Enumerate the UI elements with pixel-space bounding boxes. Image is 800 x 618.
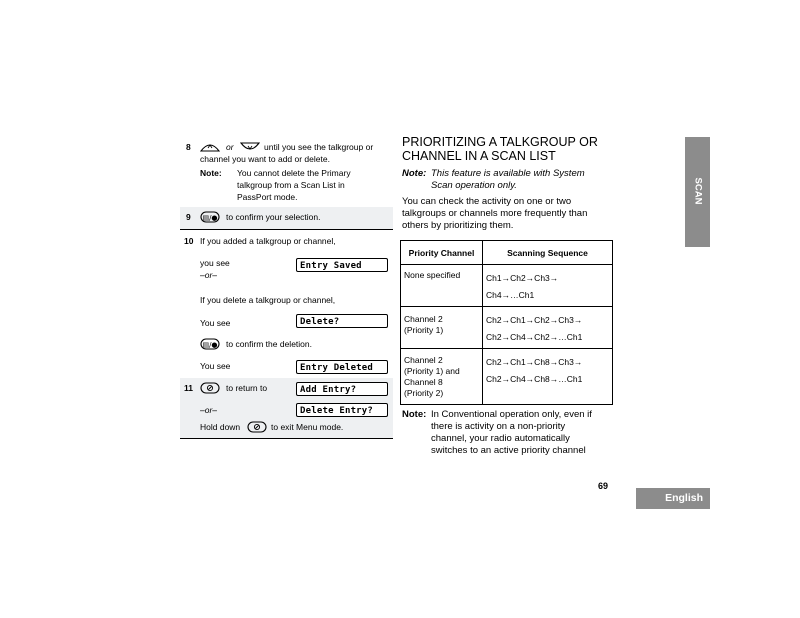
sequence-line: Ch2→Ch1→Ch2→Ch3→ bbox=[486, 315, 583, 325]
priority-cell-line: (Priority 1) and bbox=[404, 366, 460, 376]
step-10-delete-text: If you delete a talkgroup or channel, bbox=[200, 295, 336, 305]
note-2-line-2: there is activity on a non-priority bbox=[431, 421, 566, 432]
note-1-label: Note: bbox=[402, 168, 427, 179]
priority-table bbox=[400, 240, 613, 405]
priority-cell bbox=[401, 307, 483, 349]
step-8-number: 8 bbox=[186, 142, 191, 152]
step-10-or: –or– bbox=[200, 270, 218, 280]
priority-cell bbox=[401, 265, 483, 307]
note-2-line-4: switches to an active priority channel bbox=[431, 445, 586, 456]
display-delete-entry: Delete Entry? bbox=[296, 403, 388, 417]
svg-text:▤/●: ▤/● bbox=[202, 214, 218, 222]
note-2-line-3: channel, your radio automatically bbox=[431, 433, 570, 444]
step-8-note-label: Note: bbox=[200, 168, 222, 178]
step-11-or: –or– bbox=[200, 405, 218, 415]
note-2-label: Note: bbox=[402, 409, 427, 420]
divider bbox=[180, 229, 393, 230]
sequence-cell bbox=[483, 349, 613, 405]
home-button-icon bbox=[200, 381, 220, 399]
sequence-line: Ch1→Ch2→Ch3→ bbox=[486, 273, 559, 283]
step-8-text-1: until you see the talkgroup or bbox=[264, 142, 374, 152]
sequence-cell bbox=[483, 307, 613, 349]
step-11-text: to return to bbox=[226, 383, 268, 393]
select-button-icon bbox=[200, 337, 220, 355]
note-2-line-1: In Conventional operation only, even if bbox=[431, 409, 592, 420]
step-10-confirm-text: to confirm the deletion. bbox=[226, 339, 312, 349]
priority-cell-line: Channel 2 bbox=[404, 314, 443, 324]
priority-cell-line: (Priority 1) bbox=[404, 325, 444, 335]
display-delete: Delete? bbox=[296, 314, 388, 328]
step-8-text-2: channel you want to add or delete. bbox=[200, 154, 330, 164]
section-side-tab-label: SCAN bbox=[692, 177, 703, 205]
step-8-note-line-2: talkgroup from a Scan List in bbox=[237, 180, 345, 190]
step-10-you-see-2: You see bbox=[200, 318, 231, 328]
display-entry-saved: Entry Saved bbox=[296, 258, 388, 272]
step-9-number: 9 bbox=[186, 212, 191, 222]
intro-line-1: You can check the activity on one or two bbox=[402, 196, 572, 207]
select-button-icon bbox=[200, 210, 220, 228]
section-side-tab bbox=[685, 137, 710, 247]
step-10-number: 10 bbox=[184, 236, 194, 246]
column-header: Priority Channel bbox=[401, 241, 483, 265]
language-tab: English bbox=[636, 488, 710, 509]
table-row bbox=[401, 307, 613, 349]
intro-line-3: others by prioritizing them. bbox=[402, 220, 514, 231]
table-row bbox=[401, 265, 613, 307]
priority-cell-line: (Priority 2) bbox=[404, 388, 444, 398]
priority-cell-line: Channel 8 bbox=[404, 377, 443, 387]
step-11-number: 11 bbox=[184, 383, 193, 393]
step-10-you-see-1: you see bbox=[200, 258, 230, 268]
priority-cell-line: Channel 2 bbox=[404, 355, 443, 365]
priority-cell bbox=[401, 349, 483, 405]
section-heading-line-1: PRIORITIZING A TALKGROUP OR bbox=[402, 135, 598, 149]
sequence-line: Ch2→Ch4→Ch8→…Ch1 bbox=[486, 374, 583, 384]
step-10-text: If you added a talkgroup or channel, bbox=[200, 236, 336, 246]
sequence-line: Ch2→Ch4→Ch2→…Ch1 bbox=[486, 332, 583, 342]
step-10-you-see-3: You see bbox=[200, 361, 231, 371]
step-9-text: to confirm your selection. bbox=[226, 212, 321, 222]
display-entry-deleted: Entry Deleted bbox=[296, 360, 388, 374]
note-1-line-2: Scan operation only. bbox=[431, 180, 517, 191]
sequence-line: Ch2→Ch1→Ch8→Ch3→ bbox=[486, 357, 583, 367]
divider bbox=[180, 438, 393, 439]
table-row bbox=[401, 349, 613, 405]
column-header: Scanning Sequence bbox=[483, 241, 613, 265]
sequence-line: Ch4→…Ch1 bbox=[486, 290, 535, 300]
table-header-row bbox=[401, 241, 613, 265]
step-8-or: or bbox=[226, 142, 234, 152]
step-11-hold-2: to exit Menu mode. bbox=[271, 422, 344, 432]
display-add-entry: Add Entry? bbox=[296, 382, 388, 396]
intro-line-2: talkgroups or channels more frequently than bbox=[402, 208, 588, 219]
sequence-cell bbox=[483, 265, 613, 307]
section-heading-line-2: CHANNEL IN A SCAN LIST bbox=[402, 149, 556, 163]
svg-text:▤/●: ▤/● bbox=[202, 341, 218, 349]
home-button-icon bbox=[247, 420, 267, 438]
note-1-line-1: This feature is available with System bbox=[431, 168, 585, 179]
step-8-note-line-1: You cannot delete the Primary bbox=[237, 168, 351, 178]
step-8-note-line-3: PassPort mode. bbox=[237, 192, 298, 202]
page-number: 69 bbox=[598, 481, 609, 491]
priority-cell-line: None specified bbox=[404, 270, 461, 280]
step-11-hold-1: Hold down bbox=[200, 422, 241, 432]
